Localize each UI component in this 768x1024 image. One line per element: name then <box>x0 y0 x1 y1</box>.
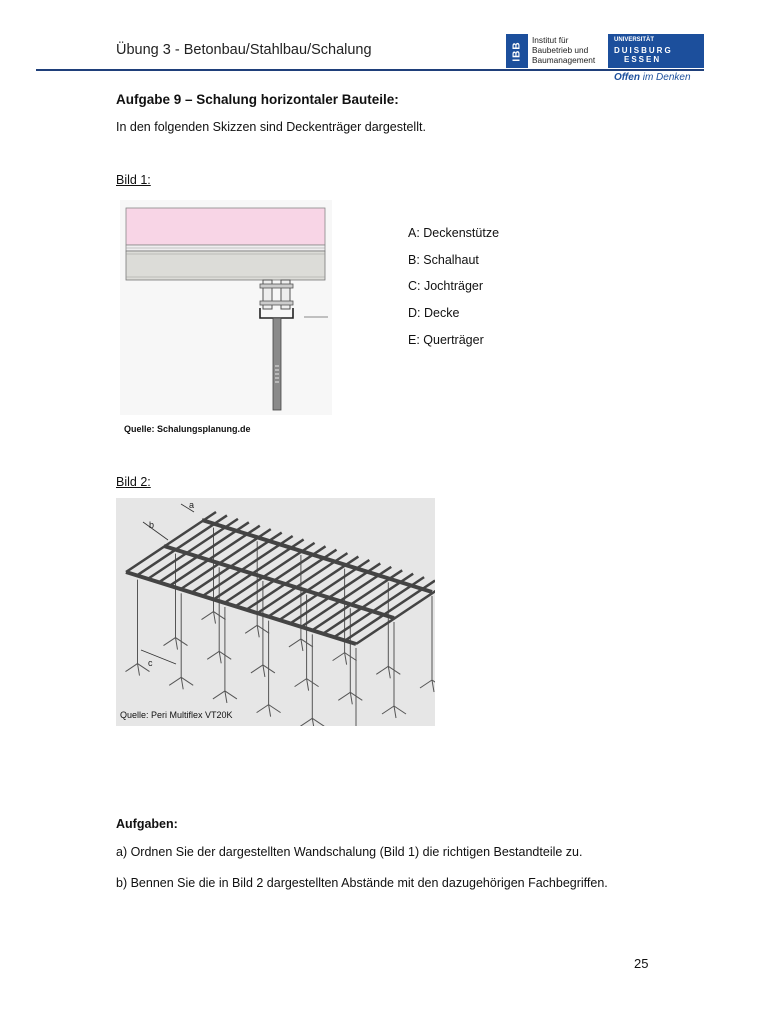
dimension-label-c: c <box>148 658 153 668</box>
tripod-leg <box>350 692 352 704</box>
slogan-rest: im Denken <box>639 72 691 83</box>
assignment-a: a) Ordnen Sie der dargestellten Wandschalung (Bild 1) die richtigen Bestandteile zu. <box>116 845 583 859</box>
tripod-leg <box>181 677 183 689</box>
tripod-leg <box>257 705 269 713</box>
institute-line-2: Baubetrieb und <box>532 45 589 55</box>
tripod-leg <box>269 705 271 717</box>
assignment-b: b) Bennen Sie die in Bild 2 dargestellten Abstände mit den dazugehörigen Fachbegriffen. <box>116 876 608 890</box>
figure2-drawing <box>116 498 435 726</box>
tripod-leg <box>225 691 237 699</box>
institute-line-1: Institut für <box>532 35 569 45</box>
tripod-leg <box>181 677 193 685</box>
tripod-leg <box>214 612 216 624</box>
figure2-label: Bild 2: <box>116 475 151 489</box>
primary-girder <box>126 572 356 644</box>
legend-item-c: C: Jochträger <box>408 279 484 293</box>
tripod-leg <box>251 665 263 673</box>
tripod-leg <box>394 706 396 718</box>
ibb-logo-text: IBB <box>511 40 523 62</box>
tripod-leg <box>202 612 214 620</box>
tripod-leg <box>164 638 176 646</box>
tripod-leg <box>432 680 434 692</box>
tripod-leg <box>225 691 227 703</box>
university-logo <box>608 34 704 68</box>
tripod-leg <box>295 679 307 687</box>
tripod-leg <box>345 653 347 665</box>
tripod-leg <box>307 679 309 691</box>
primary-girder <box>202 520 432 592</box>
figure1-label: Bild 1: <box>116 173 151 187</box>
tripod-leg <box>176 638 178 650</box>
tripod-leg <box>420 680 432 688</box>
legend-item-d: D: Decke <box>408 306 460 320</box>
tripod-leg <box>213 691 225 699</box>
tripod-leg <box>388 666 390 678</box>
task-intro: In den folgenden Skizzen sind Deckenträger dargestellt. <box>116 120 426 134</box>
slogan-bold: Offen <box>614 72 640 83</box>
tripod-leg <box>333 653 345 661</box>
tripod-leg <box>300 718 312 726</box>
tripod-leg <box>394 706 406 714</box>
tripod-leg <box>289 639 301 647</box>
legend-item-a: A: Deckenstütze <box>408 226 500 240</box>
university-line-1: UNIVERSITÄT <box>614 37 655 43</box>
tripod-leg <box>269 705 281 713</box>
tripod-leg <box>263 665 265 677</box>
page-number: 25 <box>634 956 649 971</box>
cross-beam <box>126 251 325 280</box>
figure2-source: Quelle: Peri Multiflex VT20K <box>120 710 233 720</box>
tripod-leg <box>312 718 324 726</box>
dimension-label-b: b <box>149 520 155 530</box>
university-line-2: DUISBURG <box>614 46 673 55</box>
tripod-leg <box>169 677 181 685</box>
document-header-title: Übung 3 - Betonbau/Stahlbau/Schalung <box>116 42 372 58</box>
legend-item-b: B: Schalhaut <box>408 253 479 267</box>
figure2-image <box>116 498 435 726</box>
tripod-leg <box>126 664 138 672</box>
ibb-logo <box>506 34 528 68</box>
figure1-source: Quelle: Schalungsplanung.de <box>124 424 251 434</box>
institute-line-3: Baumanagement <box>532 55 596 65</box>
university-line-3: ESSEN <box>624 55 662 64</box>
tripod-leg <box>245 625 257 633</box>
tripod-leg <box>382 706 394 714</box>
slab-layer <box>126 208 325 245</box>
tripod-leg <box>338 692 350 700</box>
institute-name <box>532 35 595 65</box>
tripod-leg <box>207 651 219 659</box>
floor-prop <box>273 318 281 410</box>
tripod-leg <box>376 666 388 674</box>
tripod-leg <box>301 639 303 651</box>
figure1-drawing <box>120 200 332 415</box>
dimension-label-a: a <box>189 500 195 510</box>
legend-item-e: E: Querträger <box>408 333 484 347</box>
tripod-leg <box>257 625 259 637</box>
tripod-leg <box>219 651 221 663</box>
task-heading: Aufgabe 9 – Schalung horizontaler Bauteile: <box>116 92 399 107</box>
header-divider <box>36 69 704 71</box>
assignments-heading: Aufgaben: <box>116 817 178 831</box>
tripod-leg <box>138 664 140 676</box>
university-slogan <box>614 72 691 83</box>
